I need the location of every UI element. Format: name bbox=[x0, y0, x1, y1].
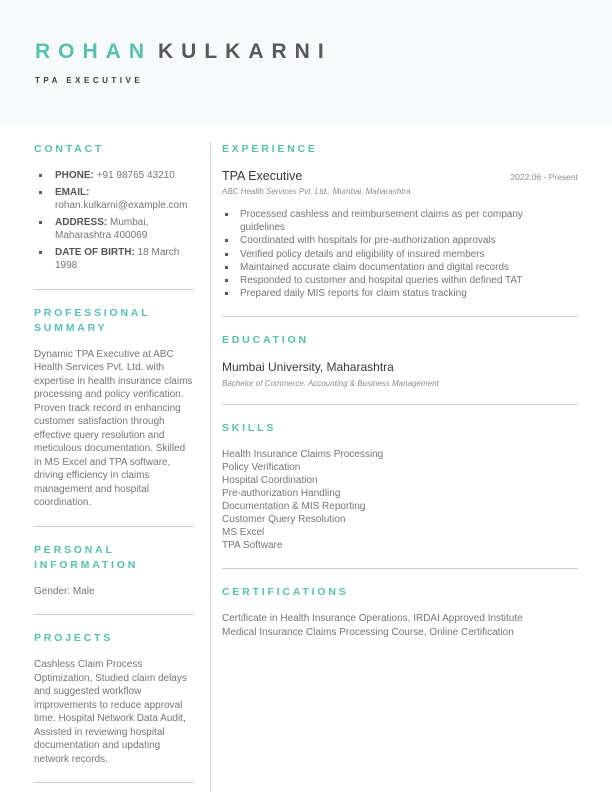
skill-item: Hospital Coordination bbox=[222, 475, 318, 487]
skill-item: Health Insurance Claims Processing bbox=[222, 449, 384, 461]
school-name: Mumbai University, Maharashtra bbox=[222, 360, 394, 375]
contact-value: 18 March 1998 bbox=[55, 246, 180, 271]
section-personal-information bbox=[34, 527, 194, 599]
skills-list bbox=[222, 448, 578, 552]
content-columns bbox=[0, 125, 612, 792]
education-heading: EDUCATION bbox=[222, 334, 309, 347]
summary-heading: PROFESSIONAL SUMMARY bbox=[34, 306, 151, 334]
experience-bullet: Prepared daily MIS reports for claim status tracking bbox=[222, 287, 554, 300]
job-date-range: 2022.06 - Present bbox=[510, 172, 578, 182]
skill-item: TPA Software bbox=[222, 540, 283, 552]
certifications-heading: CERTIFICATIONS bbox=[222, 586, 349, 599]
skills-heading: SKILLS bbox=[222, 422, 277, 435]
experience-heading: EXPERIENCE bbox=[222, 143, 318, 155]
contact-label: PHONE: bbox=[55, 170, 94, 181]
contact-list bbox=[34, 169, 194, 273]
section-contact bbox=[34, 142, 194, 273]
contact-item bbox=[34, 186, 194, 213]
skill-item: Documentation & MIS Reporting bbox=[222, 501, 366, 513]
contact-item bbox=[34, 246, 194, 273]
experience-bullet: Maintained accurate claim documentation and digital records bbox=[222, 261, 554, 274]
skill-item: Pre-authorization Handling bbox=[222, 488, 341, 500]
projects-heading: PROJECTS bbox=[34, 632, 113, 644]
skill-item: MS Excel bbox=[222, 527, 265, 539]
job-header-row bbox=[222, 169, 578, 183]
section-projects bbox=[34, 615, 194, 766]
left-column bbox=[34, 142, 210, 792]
name-last: KULKARNI bbox=[158, 40, 332, 63]
contact-label: ADDRESS: bbox=[55, 216, 108, 228]
section-skills bbox=[222, 405, 578, 552]
personal-heading: PERSONAL INFORMATION bbox=[34, 543, 139, 571]
contact-heading: CONTACT bbox=[34, 143, 105, 155]
skill-item: Customer Query Resolution bbox=[222, 514, 346, 526]
contact-value: Mumbai, Maharashtra 400069 bbox=[55, 216, 149, 241]
divider bbox=[34, 782, 194, 783]
right-column bbox=[210, 142, 578, 792]
company-location: ABC Health Services Pvt. Ltd., Mumbai, Maharashtra bbox=[222, 187, 411, 196]
section-education bbox=[222, 317, 578, 388]
role-title: TPA EXECUTIVE bbox=[35, 76, 144, 85]
experience-bullet-list bbox=[222, 208, 554, 300]
contact-value: rohan.kulkarni@example.com bbox=[55, 200, 188, 211]
contact-label: DATE OF BIRTH: bbox=[55, 246, 135, 258]
job-title: TPA Executive bbox=[222, 169, 303, 183]
page-title bbox=[35, 40, 577, 64]
contact-value: +91 98765 43210 bbox=[96, 170, 175, 181]
contact-label: EMAIL: bbox=[55, 186, 90, 198]
personal-text: Gender: Male bbox=[34, 585, 95, 597]
contact-item bbox=[34, 216, 194, 243]
degree-name: Bachelor of Commerce: Accounting & Business Management bbox=[222, 379, 439, 389]
contact-item bbox=[34, 169, 194, 183]
experience-bullet: Responded to customer and hospital queries within defined TAT bbox=[222, 274, 554, 287]
certifications-list bbox=[222, 612, 578, 639]
experience-bullet: Coordinated with hospitals for pre-authorization approvals bbox=[222, 234, 554, 247]
certification-line: Medical Insurance Claims Processing Course, Online Certification bbox=[222, 626, 514, 638]
section-professional-summary bbox=[34, 290, 194, 510]
certification-line: Certificate in Health Insurance Operations, IRDAI Approved Institute bbox=[222, 613, 523, 625]
section-certifications bbox=[222, 569, 578, 639]
summary-text: Dynamic TPA Executive at ABC Health Services Pvt. Ltd. with expertise in health insurance claims processing and policy verification. Proven track record in enhancing customer satisfaction through effective query resolution and meticulous documentation. Skilled in MS Excel and TPA software, driving efficiency in claims management and hospital coordination. bbox=[34, 348, 193, 508]
skill-item: Policy Verification bbox=[222, 462, 301, 474]
section-experience bbox=[222, 142, 578, 300]
projects-text: Cashless Claim Process Optimization, Studied claim delays and suggested workflow improvements to reduce approval time. Hospital Network Data Audit, Assisted in reviewing hospital documentation and updating network records. bbox=[34, 659, 187, 765]
resume-header bbox=[0, 0, 612, 125]
name-first: ROHAN bbox=[35, 40, 152, 63]
experience-bullet: Verified policy details and eligibility of insured members bbox=[222, 248, 554, 261]
experience-bullet: Processed cashless and reimbursement claims as per company guidelines bbox=[222, 208, 554, 234]
